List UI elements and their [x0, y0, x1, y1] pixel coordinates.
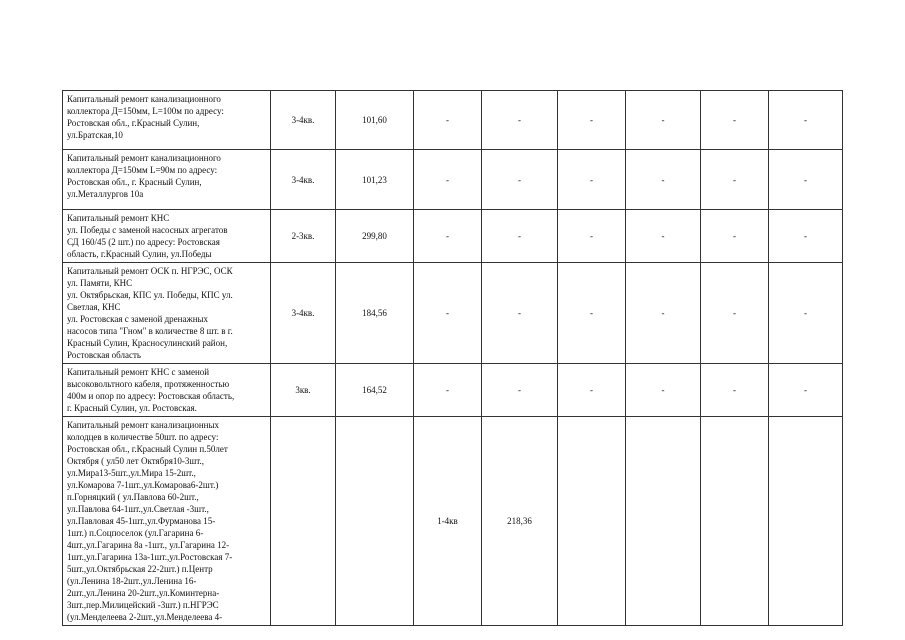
description-line: ул. Памяти, КНС [67, 278, 133, 288]
description-line: Октября ( ул50 лет Октября10-3шт., [67, 456, 205, 466]
cost-cell: 299,80 [336, 210, 414, 263]
value-cell: - [414, 210, 482, 263]
description-line: 4шт.,ул.Гагарина 8а -1шт., ул.Гагарина 12- [67, 540, 230, 550]
description-line: Ростовская обл., г. Красный Сулин, [67, 177, 202, 187]
value-cell: - [558, 364, 626, 417]
value-cell: - [769, 150, 843, 210]
table-row [63, 263, 843, 364]
description-line: Капитальный ремонт канализационного [67, 153, 221, 163]
works-table-fragment [62, 90, 842, 626]
description-line: ул. Ростовская с заменой дренажных [67, 314, 209, 324]
description-line: 1шт.) п.Соцпоселок (ул.Гагарина 6- [67, 528, 204, 538]
value-cell: - [626, 91, 701, 150]
work-description-cell [63, 210, 271, 263]
value-cell: - [558, 91, 626, 150]
value-cell: - [626, 150, 701, 210]
work-description-cell [63, 417, 271, 626]
description-line: 2шт.,ул.Ленина 20-2шт.,ул.Коминтерна- [67, 588, 220, 598]
value-cell: - [414, 91, 482, 150]
description-line: Капитальный ремонт КНС [67, 213, 170, 223]
period-cell: 1-4кв [414, 417, 482, 626]
description-line: 400м и опор по адресу: Ростовская область, [67, 391, 235, 401]
description-line: 5шт.,ул.Октябрьская 22-2шт.) п.Центр [67, 564, 213, 574]
value-cell: - [701, 364, 769, 417]
work-description-cell [63, 91, 271, 150]
description-line: 1шт.,ул.Гагарина 13а-1шт.,ул.Ростовская 7- [67, 552, 233, 562]
description-line: Капитальный ремонт канализационных [67, 420, 220, 430]
description-line: Капитальный ремонт ОСК п. НГРЭС, ОСК [67, 266, 233, 276]
description-line: ул.Павловая 45-1шт.,ул.Фурманова 15- [67, 516, 216, 526]
description-line: Светлая, КНС [67, 302, 121, 312]
value-cell: - [482, 364, 558, 417]
table-row [63, 210, 843, 263]
value-cell [769, 417, 843, 626]
value-cell: - [414, 364, 482, 417]
description-line: ул.Павлова 64-1шт.,ул.Светлая -3шт., [67, 504, 209, 514]
cost-cell: 101,60 [336, 91, 414, 150]
period-cell: 3кв. [271, 364, 336, 417]
cost-cell: 101,23 [336, 150, 414, 210]
description-line: Красный Сулин, Красносулинский район, [67, 338, 228, 348]
description-line: коллектора Д=150мм, L=100м по адресу: [67, 106, 224, 116]
value-cell [626, 417, 701, 626]
cost-cell: 184,56 [336, 263, 414, 364]
value-cell: - [701, 91, 769, 150]
cost-cell: 218,36 [482, 417, 558, 626]
work-description-cell [63, 364, 271, 417]
value-cell: - [558, 150, 626, 210]
description-line: ул. Победы с заменой насосных агрегатов [67, 225, 228, 235]
value-cell [558, 417, 626, 626]
description-line: ул.Комарова 7-1шт.,ул.Комарова6-2шт.) [67, 480, 219, 490]
work-description-cell [63, 150, 271, 210]
value-cell [701, 417, 769, 626]
value-cell: - [414, 263, 482, 364]
description-line: ул.Металлургов 10а [67, 189, 144, 199]
table-row [63, 417, 843, 626]
value-cell: - [482, 210, 558, 263]
description-line: ул.Братская,10 [67, 130, 123, 140]
value-cell: - [701, 210, 769, 263]
table-body [63, 91, 843, 626]
description-line: п.Горняцкий ( ул.Павлова 60-2шт., [67, 492, 199, 502]
capital-repair-table [62, 90, 843, 626]
period-cell: 3-4кв. [271, 263, 336, 364]
description-line: ул.Мира13-5шт.,ул.Мира 15-2шт., [67, 468, 196, 478]
description-line: Ростовская область [67, 350, 141, 360]
value-cell: - [701, 263, 769, 364]
value-cell: - [414, 150, 482, 210]
description-line: высоковольтного кабеля, протяженностью [67, 379, 230, 389]
value-cell: - [558, 263, 626, 364]
table-row [63, 150, 843, 210]
description-line: колодцев в количестве 50шт. по адресу: [67, 432, 219, 442]
description-line: Ростовская обл., г.Красный Сулин, [67, 118, 200, 128]
work-description-cell [63, 263, 271, 364]
value-cell: - [558, 210, 626, 263]
value-cell: - [626, 364, 701, 417]
description-line: г. Красный Сулин, ул. Ростовская. [67, 403, 197, 413]
description-line: (ул.Менделеева 2-2шт.,ул.Менделеева 4- [67, 612, 223, 622]
value-cell: - [482, 150, 558, 210]
description-line: насосов типа "Гном" в количестве 8 шт. в г. [67, 326, 233, 336]
description-line: (ул.Ленина 18-2шт.,ул.Ленина 16- [67, 576, 197, 586]
period-cell: 3-4кв. [271, 150, 336, 210]
table-row [63, 364, 843, 417]
period-cell: 3-4кв. [271, 91, 336, 150]
empty-cell [271, 417, 336, 626]
value-cell: - [769, 91, 843, 150]
cost-cell: 164,52 [336, 364, 414, 417]
empty-cell [336, 417, 414, 626]
table-row [63, 91, 843, 150]
description-line: Капитальный ремонт канализационного [67, 94, 221, 104]
value-cell: - [626, 263, 701, 364]
description-line: ул. Октябрьская, КПС ул. Победы, КПС ул. [67, 290, 233, 300]
value-cell: - [769, 210, 843, 263]
period-cell: 2-3кв. [271, 210, 336, 263]
value-cell: - [701, 150, 769, 210]
value-cell: - [626, 210, 701, 263]
description-line: область, г.Красный Сулин, ул.Победы [67, 249, 212, 259]
value-cell: - [482, 91, 558, 150]
value-cell: - [769, 364, 843, 417]
description-line: Ростовская обл., г.Красный Сулин п.50лет [67, 444, 228, 454]
description-line: СД 160/45 (2 шт.) по адресу: Ростовская [67, 237, 220, 247]
description-line: 3шт.,пер.Милицейский -3шт.) п.НГРЭС [67, 600, 219, 610]
value-cell: - [482, 263, 558, 364]
value-cell: - [769, 263, 843, 364]
description-line: коллектора Д=150мм L=90м по адресу: [67, 165, 218, 175]
description-line: Капитальный ремонт КНС с заменой [67, 367, 210, 377]
